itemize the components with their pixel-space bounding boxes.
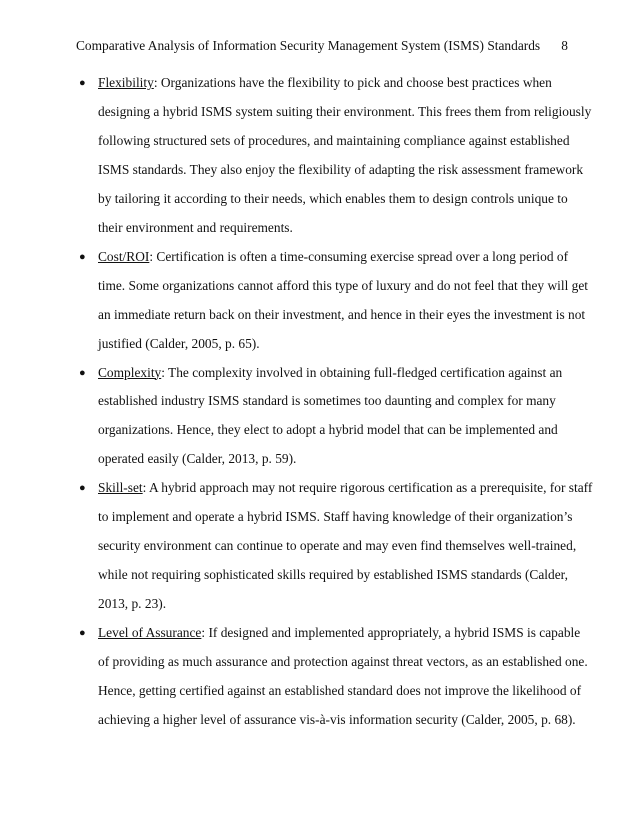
bullet-icon: ● [79,77,86,89]
item-first-line [98,69,568,98]
item-term: Complexity [98,364,162,380]
list-item-cost-roi [0,243,638,359]
running-header [76,37,568,55]
item-line: time. Some organizations cannot afford this type of luxury and do not feel that they will get [98,277,589,293]
list-item-level-of-assurance [0,619,638,735]
item-line: designing a hybrid ISMS system suiting their environment. This frees them from religiously [98,103,592,119]
item-line: : Organizations have the flexibility to pick and choose best practices when [153,75,552,90]
list-item-flexibility [0,69,638,243]
list-item-complexity [0,359,638,475]
bullet-icon: ● [79,366,86,379]
page-number: 8 [561,38,568,53]
bullet-icon: ● [79,482,86,495]
item-term: Skill-set [98,480,143,496]
bullet-list [0,69,638,735]
item-line: justified (Calder, 2005, p. 65). [98,335,260,351]
list-item-skill-set [0,474,638,619]
item-line: Hence, getting certified against an established standard does not improve the likelihood of [98,683,582,699]
item-line: their environment and requirements. [98,219,293,235]
item-line: security environment can continue to operate and may even find themselves well-trained, [98,538,577,554]
item-line: achieving a higher level of assurance vis-à-vis information security (Calder, 2005, p. 68). [98,711,576,727]
item-first-line [98,243,568,272]
bullet-icon: ● [79,250,86,263]
item-line: an immediate return back on their investment, and hence in their eyes the investment is not [98,306,586,322]
item-line: : If designed and implemented appropriately, a hybrid ISMS is capable [201,625,581,641]
item-line: while not requiring sophisticated skills required by established ISMS standards (Calder, [98,567,568,583]
item-line: : The complexity involved in obtaining full-fledged certification against an [161,364,563,380]
item-line: following structured sets of procedures, and maintaining compliance against established [98,132,570,148]
item-first-line [98,619,581,648]
item-line: to implement and operate a hybrid ISMS. Staff having knowledge of their organization’s [98,509,573,525]
item-term: Flexibility [98,75,154,90]
bullet-icon: ● [79,627,86,640]
item-term: Level of Assurance [98,625,202,641]
item-term: Cost/ROI [98,248,150,264]
item-line: ISMS standards. They also enjoy the flexibility of adapting the risk assessment framework [98,161,584,177]
item-line: 2013, p. 23). [98,596,167,612]
item-line: by tailoring it according to their needs, which enables them to design controls unique to [98,190,568,206]
item-first-line [98,474,593,503]
item-line: organizations. Hence, they elect to adopt a hybrid model that can be implemented and [98,422,558,438]
item-first-line [98,359,568,388]
item-line: : Certification is often a time-consuming exercise spread over a long period of [149,248,569,264]
item-line: operated easily (Calder, 2013, p. 59). [98,451,297,467]
item-line: of providing as much assurance and protection against threat vectors, as an established one. [98,654,588,670]
item-line: : A hybrid approach may not require rigorous certification as a prerequisite, for staff [142,480,593,496]
item-line: established industry ISMS standard is sometimes too daunting and complex for many [98,393,556,409]
header-title: Comparative Analysis of Information Security Management System (ISMS) Standards [76,38,541,53]
